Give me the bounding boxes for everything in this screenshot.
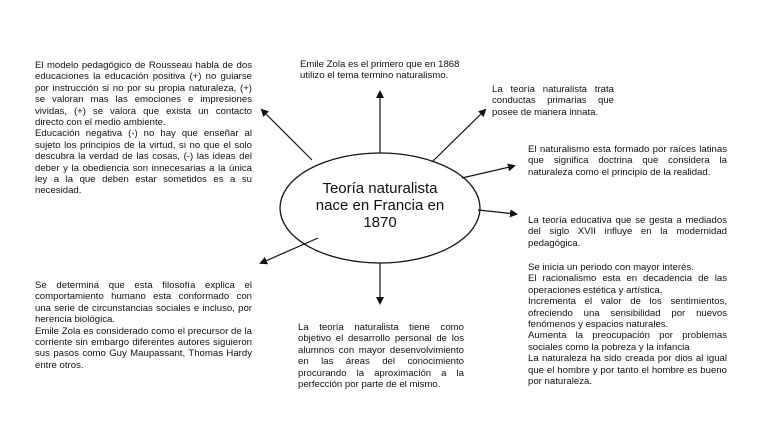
text-block-filosofia: Se determina que esta filosofía explica el comportamiento humano esta conformado con una serie de circunstancias sociales e incluso, por herencia biológica. Emile Zola es considerado como el precursor de la corriente sin embargo diferentes autores siguieron sus pasos como Guy Maupassant, Thomas Hardy entre otros.	[35, 280, 252, 371]
text-block-siglo-xvii: La teoría educativa que se gesta a mediados del siglo XVII influye en la modernidad pedagógica.	[528, 215, 727, 249]
arrow-top-right	[432, 110, 485, 162]
arrow-top-left	[262, 110, 312, 160]
text-block-rousseau: El modelo pedagógico de Rousseau habla de dos educaciones la educación positiva (+) no guiarse por instrucción si no por su propia naturaleza, (+) se valoran mas las emociones e impresiones vividas, (+) se valora que exista un contacto directo con el medio ambiente. Educación negativa (-) no hay que enseñar al sujeto los principios de la virtud, si no que el solo descubra la verdad de las cosas, (-) las ideas del deber y la obediencia son innecesarias a la única ley a la que deben estar sometidos es a su necesidad.	[35, 60, 252, 197]
text-block-periodo: Se inicia un periodo con mayor interés. El racionalismo esta en decadencia de las operaciones estética y artística. Incrementa el valor de los sentimientos, ofreciendo una sensibilidad por nuevos fenómenos y espacios naturales. Aumenta la preocupación por problemas sociales como la pobreza y la infancia La naturaleza ha sido creada por dios al igual que el hombre y por tanto el hombre es bueno por naturaleza.	[528, 262, 727, 388]
arrow-right-2	[478, 210, 516, 214]
text-block-zola-1868: Emile Zola es el primero que en 1868 utilizo el tema termino naturalismo.	[300, 59, 460, 82]
arrow-bottom-left	[261, 238, 318, 263]
arrow-right-1	[462, 166, 514, 178]
central-title: Teoría naturalista nace en Francia en 1870	[315, 180, 445, 231]
text-block-objetivo: La teoría naturalista tiene como objetivo el desarrollo personal de los alumnos con mayor desenvolvimiento en las áreas del conocimiento procurando la aproximación a la perfección por parte de el mismo.	[298, 322, 464, 391]
text-block-conductas: La teoría naturalista trata conductas primarias que posee de manera innata.	[492, 84, 614, 118]
text-block-raices-latinas: El naturalismo esta formado por raíces latinas que significa doctrina que considera la naturaleza como el principio de la realidad.	[528, 144, 727, 178]
